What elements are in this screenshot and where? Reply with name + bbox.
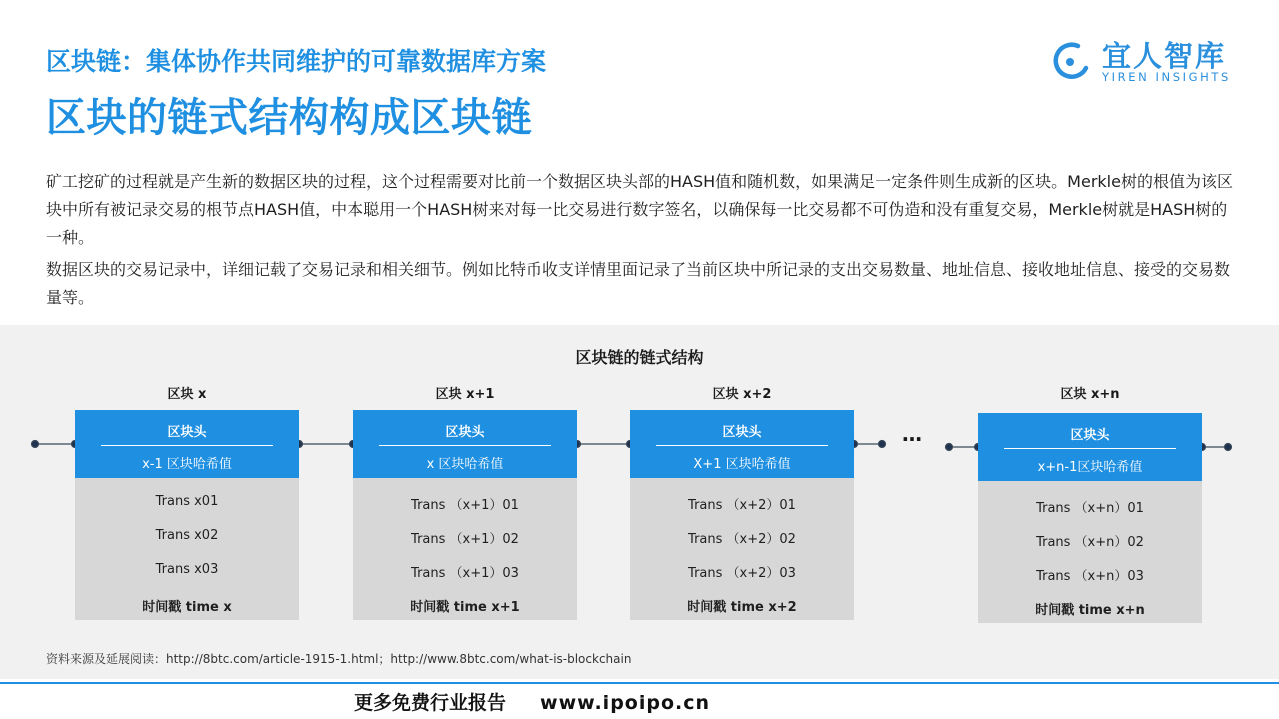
transaction: Trans （x+2）03	[688, 566, 796, 581]
transaction: Trans （x+n）03	[1036, 569, 1144, 584]
block-x-plus-1	[353, 410, 577, 620]
transaction: Trans （x+1）02	[411, 532, 519, 547]
block-label: 区块 x+2	[712, 387, 772, 402]
block-label: 区块 x+1	[435, 387, 495, 402]
block-x-plus-2	[630, 410, 854, 620]
block-header	[978, 413, 1202, 481]
transaction: Trans x02	[155, 528, 219, 543]
timestamp: 时间戳 time x+2	[687, 600, 797, 615]
diagram-title: 区块链的链式结构	[575, 348, 704, 367]
footer-url[interactable]: www.ipoipo.cn	[540, 692, 711, 714]
block-header-title: 区块头	[1070, 428, 1110, 443]
logo-name-cn: 宜人智库	[1102, 39, 1227, 73]
block-label: 区块 x+n	[1060, 387, 1120, 402]
block-x	[75, 410, 299, 620]
divider	[1004, 448, 1176, 449]
source-note: 资料来源及延展阅读：http://8btc.com/article-1915-1.html；http://www.8btc.com/what-is-blockchain	[46, 652, 632, 666]
slide-title: 区块的链式结构构成区块链	[46, 95, 532, 141]
transaction: Trans （x+n）02	[1036, 535, 1144, 550]
block-x-plus-n	[978, 413, 1202, 623]
block-header-title: 区块头	[445, 425, 485, 440]
footer-divider	[0, 682, 1279, 684]
prev-block-hash: x+n-1区块哈希值	[1037, 460, 1143, 475]
prev-block-hash: x-1 区块哈希值	[142, 457, 232, 472]
yiren-logo-mark-icon	[1048, 38, 1092, 82]
divider	[656, 445, 828, 446]
block-label: 区块 x	[167, 387, 207, 402]
transaction: Trans （x+1）03	[411, 566, 519, 581]
footer-text: 更多免费行业报告	[354, 692, 507, 714]
slide-subtitle: 区块链：集体协作共同维护的可靠数据库方案	[46, 47, 547, 76]
transaction: Trans x01	[155, 494, 219, 509]
block-header-title: 区块头	[722, 425, 762, 440]
transaction: Trans （x+2）02	[688, 532, 796, 547]
transaction: Trans （x+2）01	[688, 498, 796, 513]
transaction: Trans x03	[155, 562, 219, 577]
transaction: Trans （x+1）01	[411, 498, 519, 513]
timestamp: 时间戳 time x	[142, 600, 232, 615]
timestamp: 时间戳 time x+1	[410, 600, 520, 615]
block-header	[75, 410, 299, 478]
block-header	[630, 410, 854, 478]
prev-block-hash: X+1 区块哈希值	[693, 457, 791, 472]
detail-paragraph: 数据区块的交易记录中，详细记载了交易记录和相关细节。例如比特币收支详情里面记录了当前区块中所记录的支出交易数量、地址信息、接收地址信息、接受的交易数量等。	[46, 260, 1231, 307]
divider	[379, 445, 551, 446]
chain-ellipsis: …	[902, 422, 924, 446]
block-header	[353, 410, 577, 478]
prev-block-hash: x 区块哈希值	[426, 457, 504, 472]
footer	[354, 688, 710, 715]
divider	[101, 445, 273, 446]
transaction: Trans （x+n）01	[1036, 501, 1144, 516]
timestamp: 时间戳 time x+n	[1035, 603, 1145, 618]
logo-name-en: YIREN INSIGHTS	[1102, 70, 1231, 84]
intro-paragraph: 矿工挖矿的过程就是产生新的数据区块的过程，这个过程需要对比前一个数据区块头部的HASH值和随机数，如果满足一定条件则生成新的区块。Merkle树的根值为该区块中所有被记录交易的根节点HASH值，中本聪用一个HASH树来对每一比交易进行数字签名，以确保每一比交易都不可伪造和没有重复交易，Merkle树就是HASH树的一种。	[46, 172, 1233, 247]
brand-logo	[1048, 34, 1248, 86]
block-header-title: 区块头	[167, 425, 207, 440]
